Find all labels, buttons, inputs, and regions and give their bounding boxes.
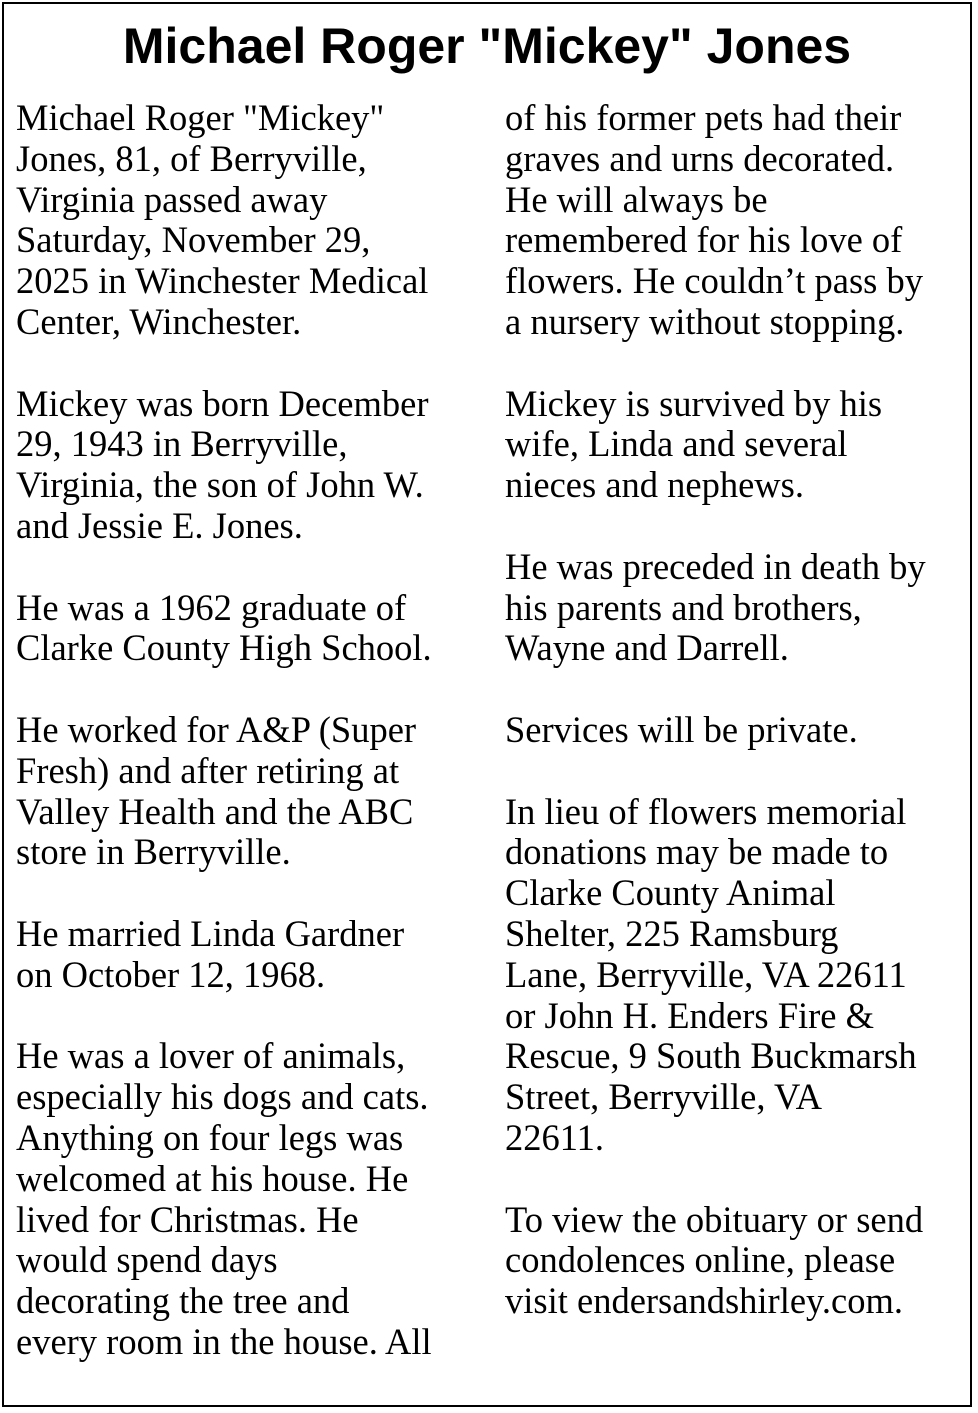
text-line: Anything on four legs was [16, 1116, 404, 1158]
text-line: lived for Christmas. He [16, 1198, 359, 1240]
text-line: his parents and brothers, [505, 586, 862, 628]
text-line: Virginia, the son of John W. [16, 464, 424, 506]
paragraph-donations [505, 792, 967, 1159]
text-line: He was a 1962 graduate of [16, 586, 407, 628]
text-line: Jones, 81, of Berryville, [16, 137, 367, 179]
paragraph-gap [16, 669, 478, 710]
text-line: graves and urns decorated. [505, 137, 895, 179]
text-line: Mickey was born December [16, 382, 429, 424]
text-line: Virginia passed away [16, 178, 328, 220]
text-line: Clarke County Animal [505, 872, 836, 914]
text-line: a nursery without stopping. [505, 300, 905, 342]
text-line: condolences online, please [505, 1239, 896, 1281]
paragraph-gap [505, 343, 967, 384]
paragraph-education [16, 588, 478, 670]
text-line: store in Berryville. [16, 831, 291, 873]
text-line: Mickey is survived by his [505, 382, 883, 424]
paragraph-gap [505, 1159, 967, 1200]
text-line: Lane, Berryville, VA 22611 [505, 953, 907, 995]
text-line: flowers. He couldn’t pass by [505, 260, 923, 302]
text-line: nieces and nephews. [505, 464, 804, 506]
paragraph-services [505, 710, 967, 751]
text-line: every room in the house. All [16, 1320, 432, 1362]
text-line: 22611. [505, 1116, 605, 1158]
paragraph-gap [16, 873, 478, 914]
text-line: He was preceded in death by [505, 545, 926, 587]
obituary-title: Michael Roger "Mickey" Jones [122, 18, 852, 74]
text-line: He will always be [505, 178, 768, 220]
text-line: or John H. Enders Fire & [505, 994, 875, 1036]
paragraph-marriage [16, 914, 478, 996]
paragraph-interests-continued [505, 98, 967, 343]
text-line: Services will be private. [505, 708, 858, 750]
paragraph-gap [505, 751, 967, 792]
text-line: Valley Health and the ABC [16, 790, 414, 832]
paragraph-survivors [505, 384, 967, 506]
paragraph-gap [16, 547, 478, 588]
paragraph-career [16, 710, 478, 873]
text-line: welcomed at his house. He [16, 1157, 409, 1199]
text-line: Street, Berryville, VA [505, 1076, 822, 1118]
text-line: on October 12, 1968. [16, 953, 326, 995]
paragraph-gap [16, 996, 478, 1037]
text-line: Shelter, 225 Ramsburg [505, 912, 839, 954]
text-line: Wayne and Darrell. [505, 627, 789, 669]
text-line: Rescue, 9 South Buckmarsh [505, 1035, 917, 1077]
text-line: decorating the tree and [16, 1280, 350, 1322]
text-line: Michael Roger "Mickey" [16, 97, 385, 138]
text-line: especially his dogs and cats. [16, 1076, 429, 1118]
paragraph-preceded [505, 547, 967, 669]
text-line: In lieu of flowers memorial [505, 790, 907, 832]
text-line: To view the obituary or send [505, 1198, 924, 1240]
paragraph-gap [505, 506, 967, 547]
paragraph-death-notice [16, 98, 478, 343]
text-line: remembered for his love of [505, 219, 903, 261]
text-line: 29, 1943 in Berryville, [16, 423, 348, 465]
paragraph-online-condolences [505, 1200, 967, 1322]
text-line: would spend days [16, 1239, 278, 1281]
text-line: donations may be made to [505, 831, 889, 873]
text-line: Saturday, November 29, [16, 219, 371, 261]
right-column [505, 98, 967, 1322]
text-line: and Jessie E. Jones. [16, 504, 303, 546]
text-line: wife, Linda and several [505, 423, 848, 465]
text-line: He was a lover of animals, [16, 1035, 406, 1077]
text-line: Fresh) and after retiring at [16, 749, 400, 791]
text-line: Center, Winchester. [16, 300, 302, 342]
text-line: of his former pets had their [505, 97, 902, 138]
paragraph-gap [505, 669, 967, 710]
text-line: visit endersandshirley.com. [505, 1280, 904, 1322]
left-column [16, 98, 478, 1363]
text-line: He worked for A&P (Super [16, 708, 417, 750]
paragraph-gap [16, 343, 478, 384]
paragraph-interests [16, 1036, 478, 1362]
text-line: 2025 in Winchester Medical [16, 260, 429, 302]
paragraph-birth [16, 384, 478, 547]
text-line: He married Linda Gardner [16, 912, 405, 954]
text-line: Clarke County High School. [16, 627, 432, 669]
